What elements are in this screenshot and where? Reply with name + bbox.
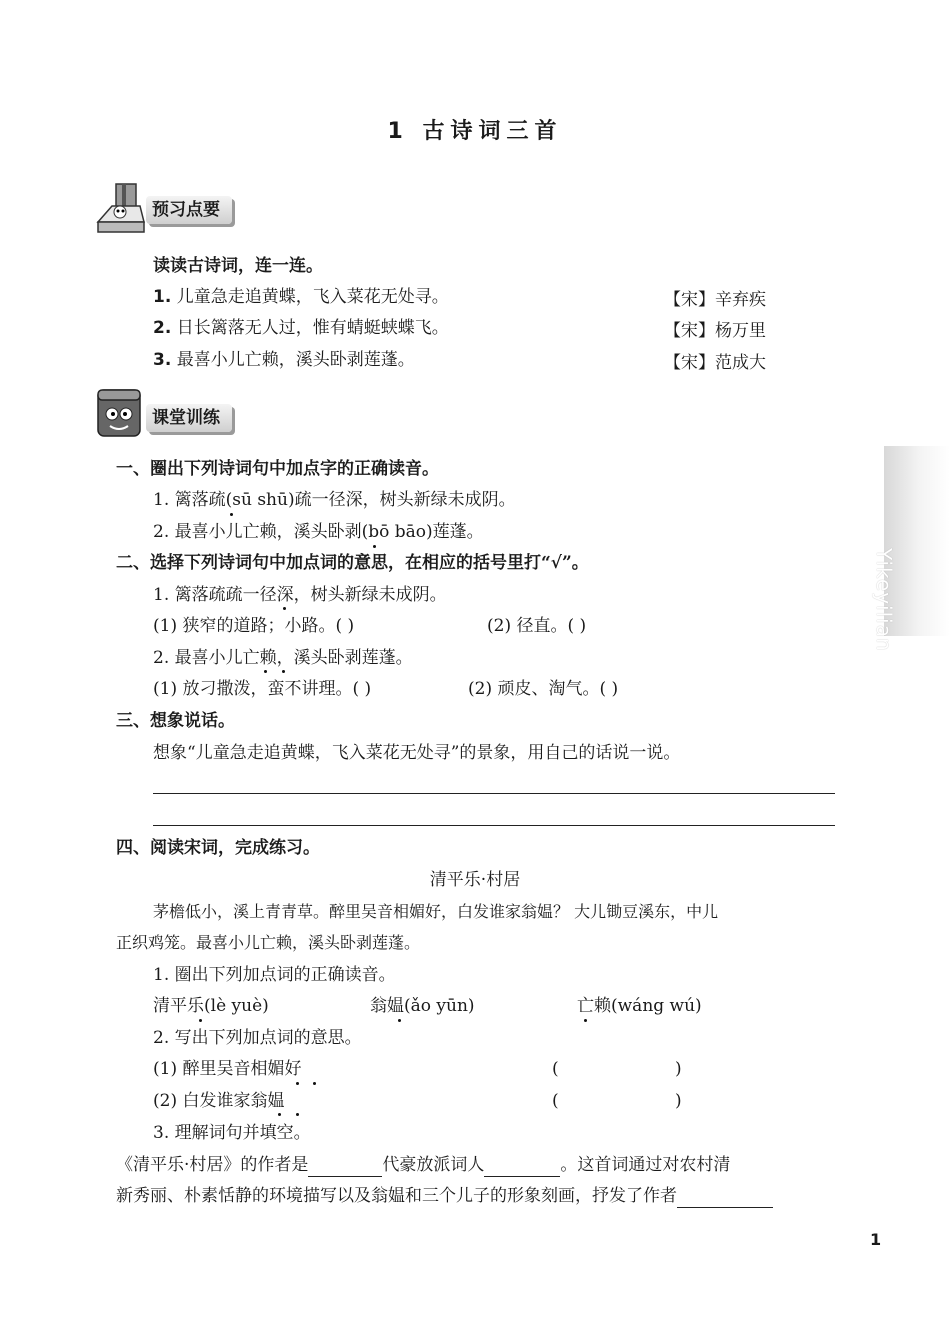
q2-option-1a: (1) 狭窄的道路；小路。( ) [153,616,355,636]
question-3-heading: 三、想象说话。 [116,711,235,731]
q2-option-2b: (2) 顽皮、淘气。( ) [468,679,619,699]
question-4-heading: 四、阅读宋词，完成练习。 [116,838,320,858]
fill-text: 新秀丽、朴素恬静的环境描写以及翁媪和三个儿子的形象刻画，抒发了作者 [116,1186,677,1206]
item-number: 1. [153,287,172,307]
author-1: 【宋】辛弃疾 [664,290,766,310]
item-text: 最喜小儿亡赖，溪头卧剥莲蓬。 [176,350,415,370]
emphasis-dot [230,513,233,516]
question-2-heading: 二、选择下列诗词句中加点词的意思，在相应的括号里打“√”。 [116,553,589,573]
match-item-3 [153,348,415,372]
q2-option-2a: (1) 放刁撒泼，蛮不讲理。( ) [153,679,372,699]
answer-line[interactable] [153,825,835,826]
q3-prompt: 想象“儿童急走追黄蝶，飞入菜花无处寻”的景象，用自己的话说一说。 [153,743,681,763]
emphasis-dot [282,670,285,673]
item-text: 日长篱落无人过，惟有蜻蜓蛱蝶飞。 [176,318,449,338]
emphasis-dot [373,545,376,548]
emphasis-dot [283,607,286,610]
page-title: 1 古诗词三首 [387,119,563,144]
page-number: 1 [870,1230,882,1249]
emphasis-dot [296,1113,299,1116]
emphasis-dot [264,670,267,673]
section-badge-classroom: 课堂训练 [146,404,232,432]
fill-blank[interactable] [677,1189,773,1208]
item-text: 儿童急走追黄蝶，飞入菜花无处寻。 [176,287,449,307]
fill-blank[interactable] [484,1158,560,1177]
author-3: 【宋】范成大 [664,353,766,373]
emphasis-dot [278,1113,281,1116]
q4-sub-2: 2. 写出下列加点词的意思。 [153,1028,362,1048]
poem-line-1: 茅檐低小，溪上青青草。醉里吴音相媚好，白发谁家翁媪？ 大儿锄豆溪东，中儿 [153,902,719,921]
question-1-heading: 一、圈出下列诗词句中加点字的正确读音。 [116,459,439,479]
section-badge-preview: 预习点要 [146,196,232,224]
q4-sub-1b: 翁媪(ǎo yūn) [370,996,475,1016]
emphasis-dot [296,1082,299,1085]
paren-close: ) [675,1091,682,1111]
q4-sub-3: 3. 理解词句并填空。 [153,1123,311,1143]
emphasis-dot [398,1019,401,1022]
q4-sub-1c: 亡赖(wáng wú) [577,996,702,1016]
fill-text: 代豪放派词人 [382,1155,485,1175]
fill-line-2 [116,1184,773,1208]
fill-text: 《清平乐·村居》的作者是 [116,1155,309,1175]
fill-line-1 [116,1153,730,1177]
fill-blank[interactable] [308,1158,382,1177]
q4-sub-1: 1. 圈出下列加点词的正确读音。 [153,965,396,985]
emphasis-dot [313,1082,316,1085]
q2-option-1b: (2) 径直。( ) [487,616,587,636]
q4-sub-2b: (2) 白发谁家翁媪 [153,1091,285,1111]
answer-line[interactable] [153,793,835,794]
instruction: 读读古诗词，连一连。 [153,256,323,276]
side-tab-label: Yikeyilian [872,548,896,652]
q2-line-2: 2. 最喜小儿亡赖，溪头卧剥莲蓬。 [153,648,413,668]
q1-line-2: 2. 最喜小儿亡赖，溪头卧剥(bō bāo)莲蓬。 [153,522,484,542]
q4-sub-1a: 清平乐(lè yuè) [153,996,269,1016]
preview-icon [94,182,146,238]
paren-open: ( [552,1091,559,1111]
q2-line-1: 1. 篱落疏疏一径深，树头新绿未成阴。 [153,585,447,605]
fill-text: 。这首词通过对农村清 [560,1155,731,1175]
item-number: 3. [153,350,172,370]
emphasis-dot [199,1019,202,1022]
emphasis-dot [584,1019,587,1022]
q4-sub-2a: (1) 醉里吴音相媚好 [153,1059,302,1079]
match-item-2 [153,316,449,340]
classroom-icon [94,384,146,440]
author-2: 【宋】杨万里 [664,321,766,341]
poem-title: 清平乐·村居 [429,870,521,890]
match-item-1 [153,285,449,309]
q1-line-1: 1. 篱落疏(sū shū)疏一径深，树头新绿未成阴。 [153,490,516,510]
item-number: 2. [153,318,172,338]
poem-line-2: 正织鸡笼。最喜小儿亡赖，溪头卧剥莲蓬。 [116,933,421,952]
paren-close: ) [675,1059,682,1079]
paren-open: ( [552,1059,559,1079]
